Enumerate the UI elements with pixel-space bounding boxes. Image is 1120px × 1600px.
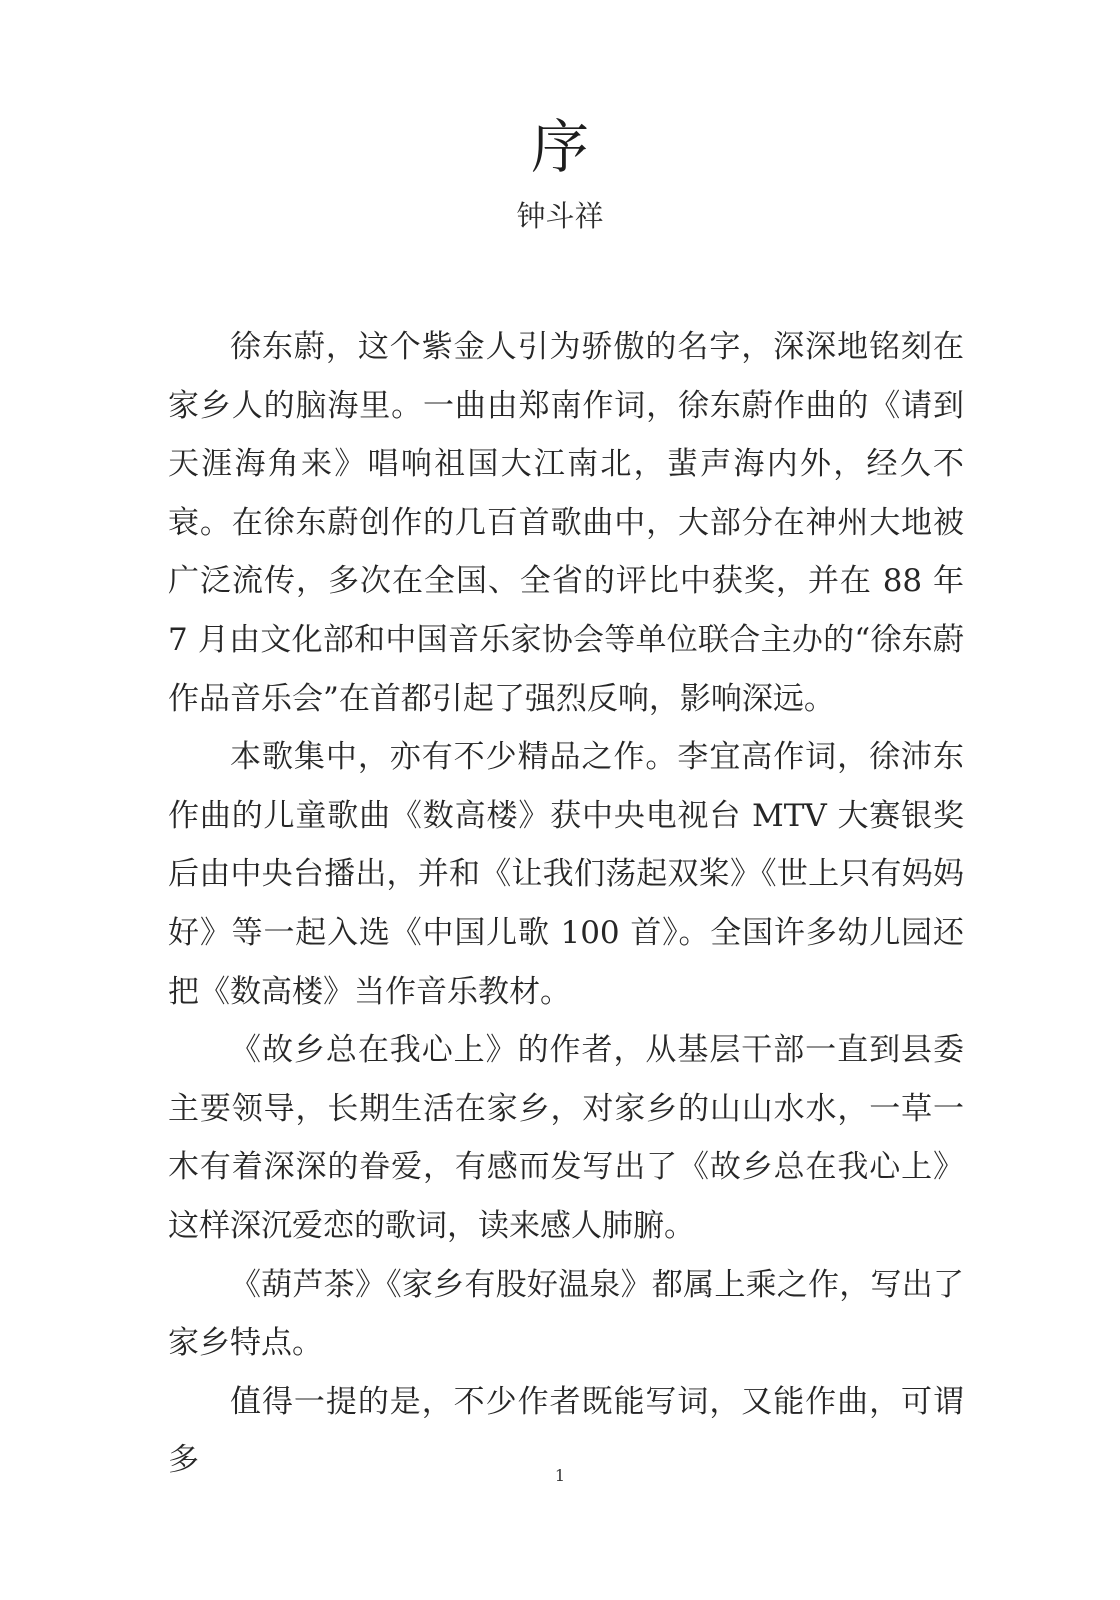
page-title: 序 bbox=[530, 113, 589, 181]
paragraph-3: 《故乡总在我心上》的作者，从基层干部一直到县委主要领导，长期生活在家乡，对家乡的山山水水，一草一木有着深深的眷爱，有感而发写出了《故乡总在我心上》这样深沉爱恋的歌词，读来感人肺腑。 bbox=[168, 1032, 964, 1244]
page-number: 1 bbox=[554, 1466, 566, 1485]
paragraph-4: 《葫芦茶》《家乡有股好温泉》都属上乘之作，写出了家乡特点。 bbox=[168, 1266, 964, 1362]
paragraph-5: 值得一提的是，不少作者既能写词，又能作曲，可谓多 bbox=[168, 1383, 964, 1479]
paragraph-2: 本歌集中，亦有不少精品之作。李宜高作词，徐沛东作曲的儿童歌曲《数高楼》获中央电视台 MTV 大赛银奖后由中央台播出，并和《让我们荡起双桨》《世上只有妈妈好》等一起入选《中国儿歌 100 首》。全国许多幼儿园还把《数高楼》当作音乐教材。 bbox=[168, 739, 964, 1010]
paragraph-1: 徐东蔚，这个紫金人引为骄傲的名字，深深地铭刻在家乡人的脑海里。一曲由郑南作词，徐东蔚作曲的《请到天涯海角来》唱响祖国大江南北，蜚声海内外，经久不衰。在徐东蔚创作的几百首歌曲中，大部分在神州大地被广泛流传，多次在全国、全省的评比中获奖，并在 88 年 7 月由文化部和中国音乐家协会等单位联合主办的“徐东蔚作品音乐会”在首都引起了强烈反响，影响深远。 bbox=[168, 329, 964, 717]
author-name: 钟斗祥 bbox=[516, 199, 604, 233]
body-text bbox=[168, 318, 964, 1490]
